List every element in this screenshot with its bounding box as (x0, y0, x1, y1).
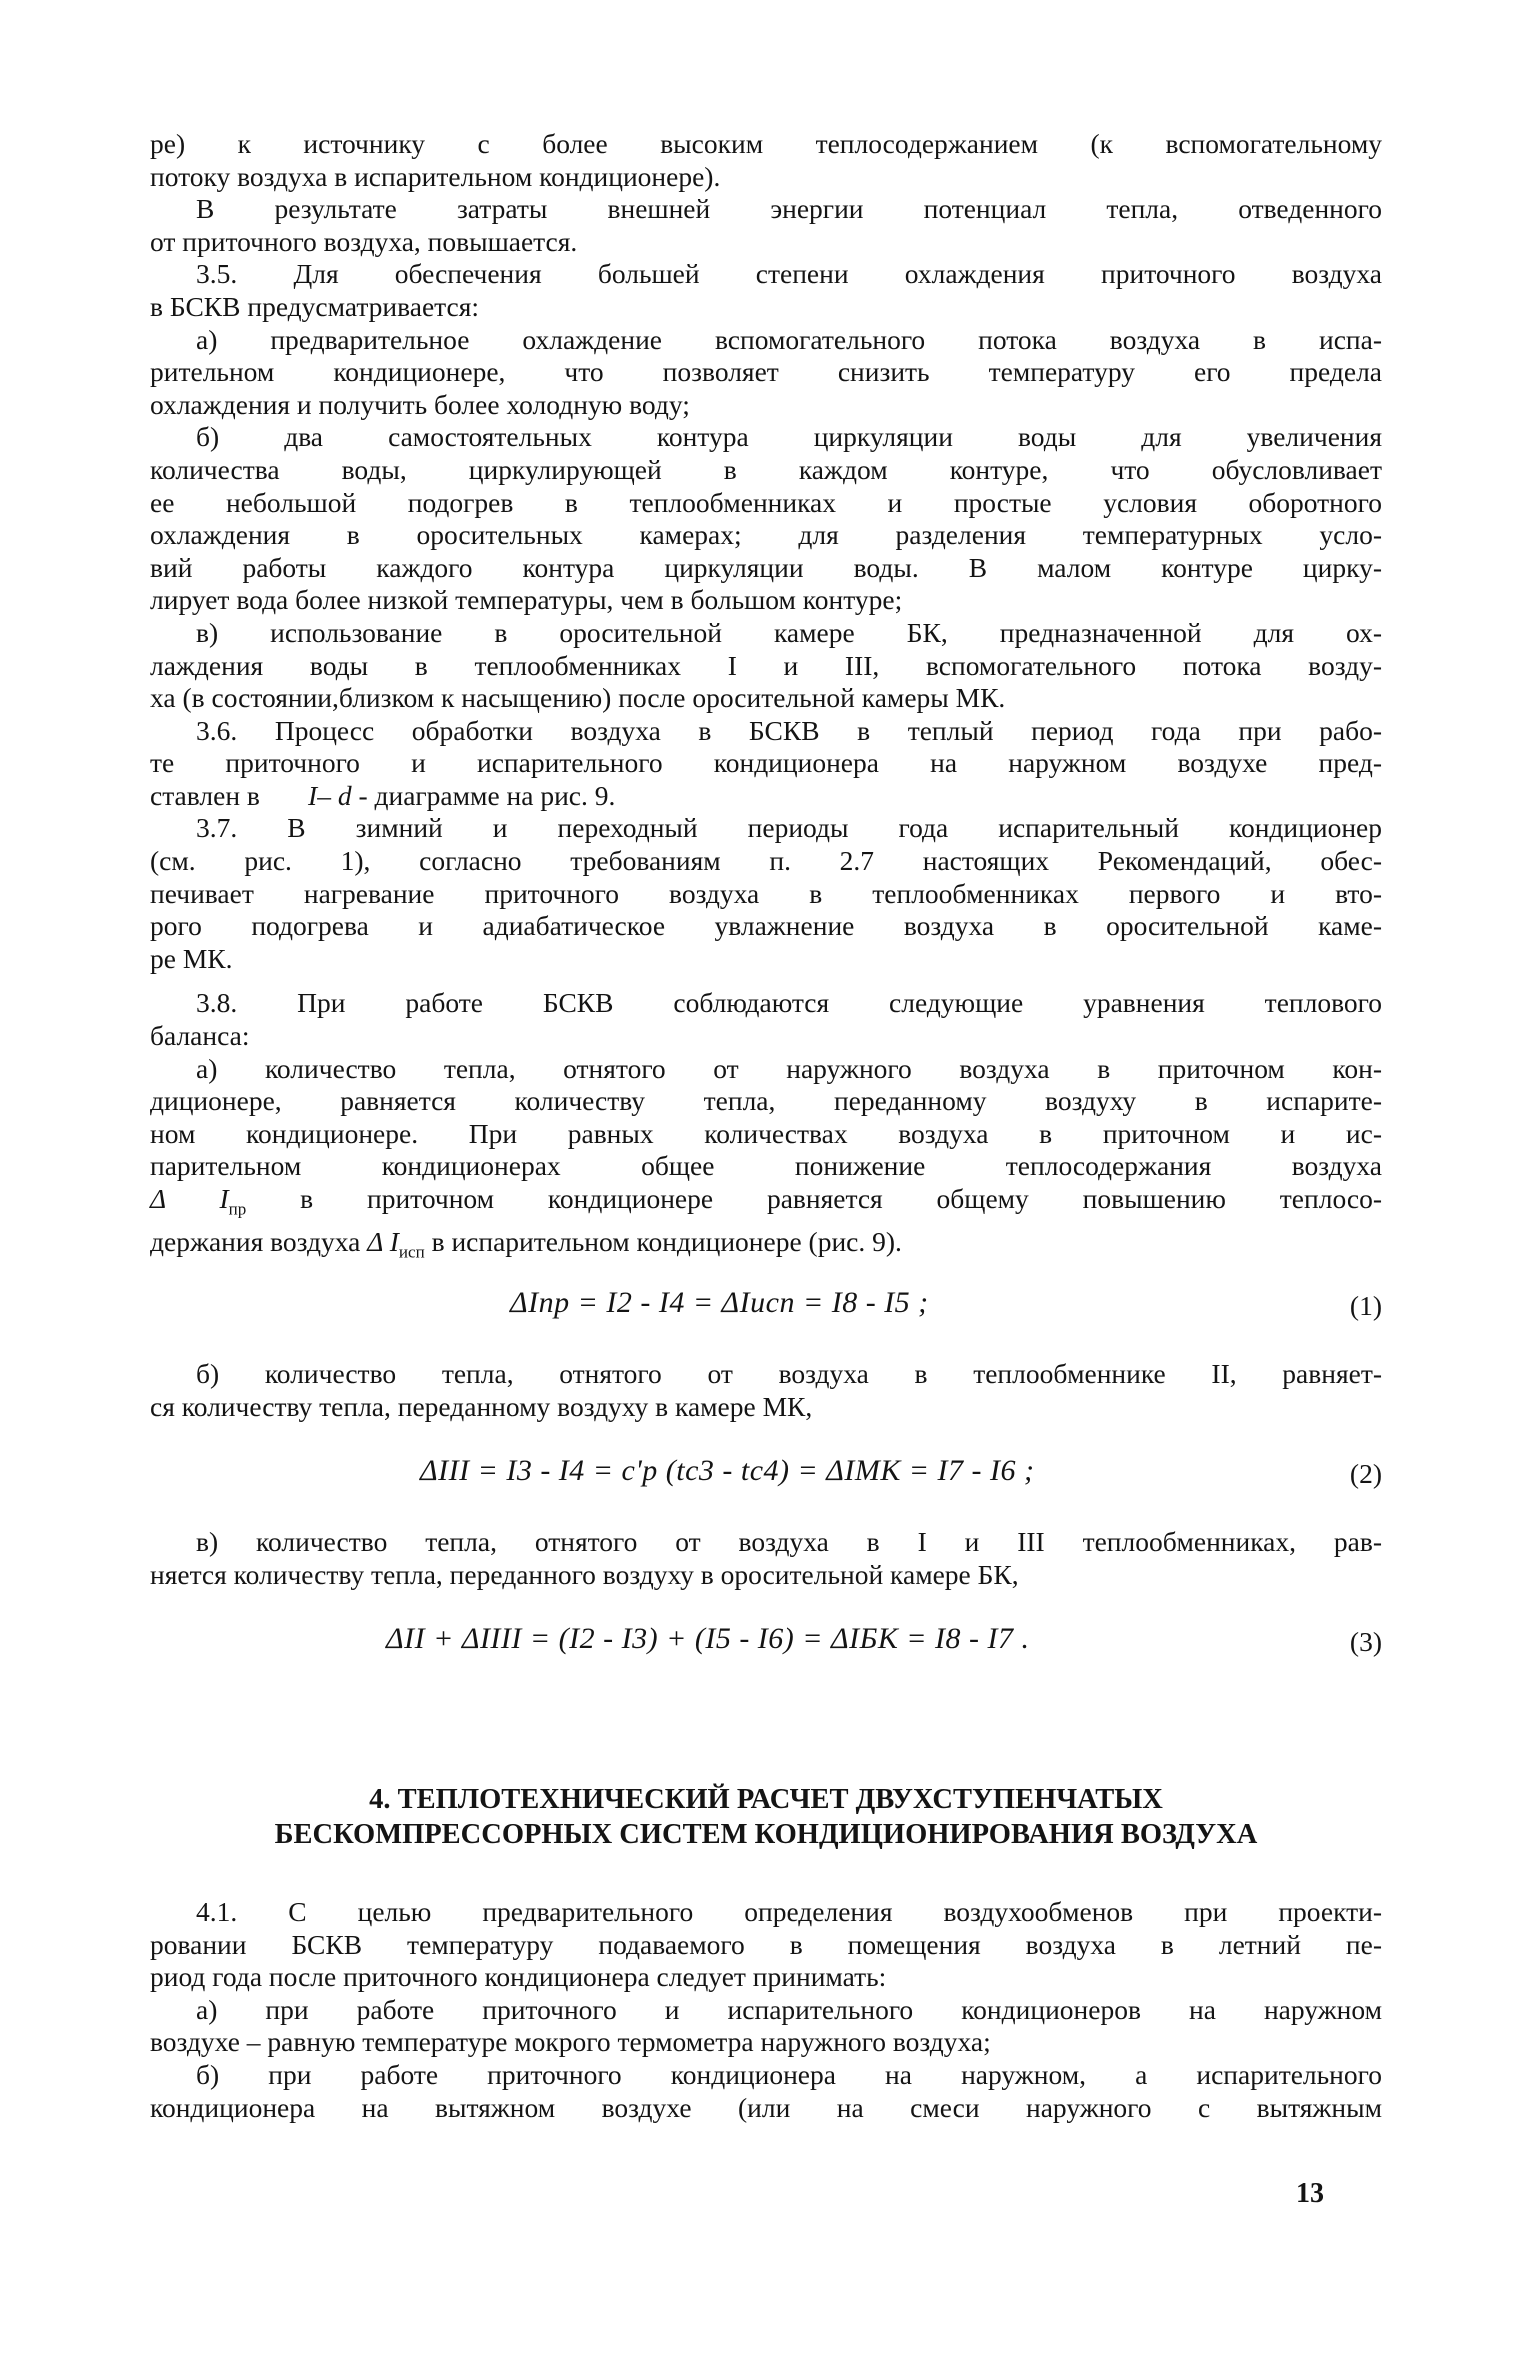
text-line: кондиционера на вытяжном воздухе (или на смеси наружного с вытяжным (150, 2091, 1382, 2123)
text-line: (см. рис. 1), согласно требованиям п. 2.7 настоящих Рекомендаций, обес- (150, 845, 1382, 877)
text-line: охлаждения и получить более холодную воду; (150, 388, 690, 420)
text-line: потоку воздуха в испарительном кондиционере). (150, 160, 721, 192)
text-fragment: в испарительном кондиционере (рис. 9). (431, 1226, 902, 1258)
section-4-heading (150, 1782, 1382, 1852)
text-line: няется количеству тепла, переданного воздуху в оросительной камере БК, (150, 1558, 1019, 1590)
formula-expression: ΔIпр = I2 - I4 = ΔIисп = I8 - I5 ; (510, 1286, 929, 1319)
text-line: б) при работе приточного кондиционера на наружном, а испарительного (196, 2058, 1382, 2090)
page-number: 13 (1296, 2178, 1324, 2209)
section-3-5-line: 3.5. Для обеспечения большей степени охлаждения приточного воздуха (196, 258, 1382, 290)
subscript: пр (228, 1199, 247, 1219)
formula-2 (150, 1448, 1382, 1496)
text-line: печивает нагревание приточного воздуха в теплообменниках первого и вто- (150, 877, 1382, 909)
text-line: а) при работе приточного и испарительного кондиционеров на наружном (196, 1993, 1382, 2025)
text-line: б) количество тепла, отнятого от воздуха в теплообменнике II, равняет- (196, 1358, 1382, 1389)
text-line: охлаждения в оросительных камерах; для разделения температурных усло- (150, 519, 1382, 551)
text-fragment: держания воздуха (150, 1226, 361, 1258)
id-diagram-label: I– d (308, 779, 352, 811)
text-line: количества воды, циркулирующей в каждом контуре, что обусловливает (150, 453, 1382, 485)
section-3-7-line: 3.7. В зимний и переходный периоды года испарительный кондиционер (196, 812, 1382, 844)
section-3-6-line: 3.6. Процесс обработки воздуха в БСКВ в теплый период года при рабо- (196, 714, 1382, 746)
section-3-8-line: 3.8. При работе БСКВ соблюдаются следующие уравнения теплового (196, 987, 1382, 1019)
text-block-3-8-v (150, 1526, 1382, 1591)
formula-number: (2) (1349, 1458, 1382, 1489)
text-line: ее небольшой подогрев в теплообменниках и простые условия оборотного (150, 486, 1382, 518)
text-line: лаждения воды в теплообменниках I и III, вспомогательного потока возду- (150, 649, 1382, 681)
section-4-1-line: 4.1. С целью предварительного определения воздухообменов при проекти- (196, 1896, 1382, 1927)
text-fragment: - диаграмме на рис. 9. (358, 779, 616, 811)
formula-number: (1) (1349, 1290, 1382, 1321)
text-line: ном кондиционере. При равных количествах воздуха в приточном и ис- (150, 1117, 1382, 1149)
text-line: ха (в состоянии,близком к насыщению) после оросительной камеры МК. (150, 682, 1006, 714)
text-line: те приточного и испарительного кондиционера на наружном воздухе пред- (150, 747, 1382, 779)
formula-number: (3) (1349, 1626, 1382, 1657)
text-line: в) количество тепла, отнятого от воздуха в I и III теплообменниках, рав- (196, 1526, 1382, 1557)
text-line: диционере, равняется количеству тепла, переданному воздуху в испарите- (150, 1085, 1382, 1117)
text-block-section-4 (150, 1896, 1382, 2124)
text-line: ровании БСКВ температуру подаваемого в помещения воздуха в летний пе- (150, 1928, 1382, 1960)
text-line: ся количеству тепла, переданному воздуху в камере МК, (150, 1390, 813, 1422)
text-block-3-8-b (150, 1358, 1382, 1423)
text-line: воздухе – равную температуре мокрого термометра наружного воздуха; (150, 2026, 991, 2058)
text-line: вий работы каждого контура циркуляции воды. В малом контуре цирку- (150, 551, 1382, 583)
text-line (150, 1226, 1382, 1269)
subscript: исп (398, 1242, 425, 1262)
text-line: баланса: (150, 1020, 250, 1052)
text-line: а) количество тепла, отнятого от наружного воздуха в приточном кон- (196, 1052, 1382, 1084)
text-line: лирует вода более низкой температуры, чем в большом контуре; (150, 584, 903, 616)
delta-i-symbol: Δ I (150, 1183, 229, 1214)
text-line: ре) к источнику с более высоким теплосодержанием (к вспомогательному (150, 128, 1382, 159)
heading-line: 4. ТЕПЛОТЕХНИЧЕСКИЙ РАСЧЕТ ДВУХСТУПЕНЧАТЫХ (369, 1784, 1163, 1815)
text-line: от приточного воздуха, повышается. (150, 225, 578, 257)
text-fragment: в приточном кондиционере равняется общему повышению теплосо- (300, 1183, 1382, 1214)
text-line: В результате затраты внешней энергии потенциал тепла, отведенного (196, 193, 1382, 225)
text-fragment: ставлен в (150, 779, 260, 811)
text-line (150, 1183, 1382, 1226)
formula-expression: ΔIII = I3 - I4 = c'p (tc3 - tc4) = ΔIМК = I7 - I6 ; (420, 1454, 1035, 1487)
formula-expression: ΔII + ΔIIII = (I2 - I3) + (I5 - I6) = ΔIБК = I8 - I7 . (386, 1622, 1030, 1655)
delta-i-symbol: Δ I (367, 1226, 399, 1258)
formula-1 (150, 1280, 1382, 1328)
text-line: б) два самостоятельных контура циркуляции воды для увеличения (196, 421, 1382, 453)
heading-line: БЕСКОМПРЕССОРНЫХ СИСТЕМ КОНДИЦИОНИРОВАНИЯ ВОЗДУХА (274, 1819, 1258, 1850)
text-line: парительном кондиционерах общее понижение теплосодержания воздуха (150, 1150, 1382, 1182)
text-line (150, 780, 1382, 813)
text-line: ре МК. (150, 942, 233, 974)
formula-3 (150, 1616, 1382, 1664)
text-block-upper (150, 128, 1382, 1269)
text-line: в) использование в оросительной камере БК, предназначенной для ох- (196, 616, 1382, 648)
text-line: рого подогрева и адиабатическое увлажнение воздуха в оросительной каме- (150, 910, 1382, 942)
text-line: рительном кондиционере, что позволяет снизить температуру его предела (150, 356, 1382, 388)
text-line: в БСКВ предусматривается: (150, 290, 480, 322)
text-line: риод года после приточного кондиционера следует принимать: (150, 1961, 887, 1993)
text-line: а) предварительное охлаждение вспомогательного потока воздуха в испа- (196, 323, 1382, 355)
